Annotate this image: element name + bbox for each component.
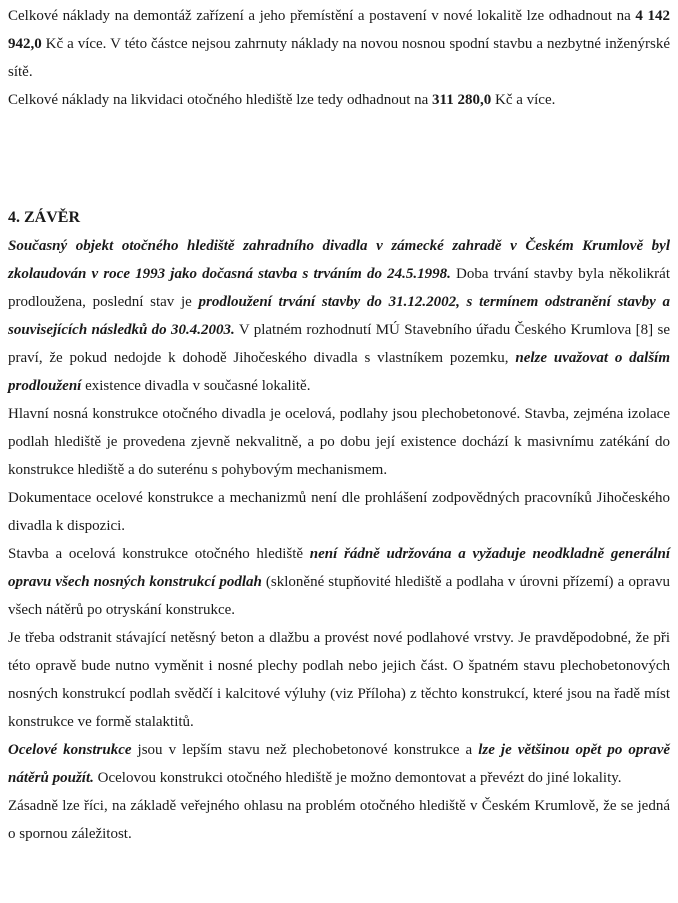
p6-emphasis-1: Ocelové konstrukce bbox=[8, 742, 132, 758]
p1-emphasis-2: prodloužení trvání stavby do 31.12.2002, s termínem odstranění stavby a souvisejících následků do 30.4.2003. bbox=[8, 294, 670, 338]
conclusion-paragraph-4 bbox=[8, 540, 670, 624]
p4-text-1: Stavba a ocelová konstrukce otočného hlediště bbox=[8, 546, 310, 562]
cost-liquidation-paragraph bbox=[8, 86, 670, 114]
p1-emphasis-3: nelze uvažovat o dalším prodloužení bbox=[8, 350, 670, 394]
p4-emphasis-1: není řádně udržována a vyžaduje neodkladně generální opravu všech nosných konstrukcí podlah bbox=[8, 546, 671, 590]
conclusion-section bbox=[8, 204, 670, 848]
p1-text-1: Doba trvání stavby byla několikrát prodloužena, poslední stav je bbox=[8, 266, 670, 310]
top-block bbox=[8, 2, 670, 114]
p6-emphasis-2: lze je většinou opět po opravě nátěrů použít. bbox=[8, 742, 671, 786]
conclusion-paragraph-2: Hlavní nosná konstrukce otočného divadla je ocelová, podlahy jsou plechobetonové. Stavba, zejména izolace podlah hlediště je provedena zjevně nekvalitně, a po dobu její existence dochází k masivnímu zatékání do konstrukce hlediště a do suterénu s pohybovým mechanismem. bbox=[8, 406, 670, 478]
cost-liquidation-value: 311 280,0 bbox=[432, 92, 492, 108]
p1-text-2: V platném rozhodnutí MÚ Stavebního úřadu Českého Krumlova [8] se praví, že pokud nedojde k dohodě Jihočeského divadla s vlastníkem pozemku, bbox=[8, 322, 670, 366]
conclusion-paragraph-6 bbox=[8, 736, 670, 792]
conclusion-paragraph-7: Zásadně lze říci, na základě veřejného ohlasu na problém otočného hlediště v Českém Krumlově, že se jedná o spornou záležitost. bbox=[8, 798, 670, 842]
cost-relocation-paragraph bbox=[8, 2, 670, 86]
conclusion-paragraph-3: Dokumentace ocelové konstrukce a mechanizmů není dle prohlášení zodpovědných pracovníků Jihočeského divadla k dispozici. bbox=[8, 490, 670, 534]
cost-liquidation-text-a: Celkové náklady na likvidaci otočného hlediště lze tedy odhadnout na bbox=[8, 92, 433, 108]
cost-relocation-text-a: Celkové náklady na demontáž zařízení a jeho přemístění a postavení v nové lokalitě lze odhadnout na bbox=[8, 8, 636, 24]
cost-relocation-value: 4 142 942,0 bbox=[8, 8, 671, 52]
conclusion-paragraph-1 bbox=[8, 232, 670, 400]
p6-text-1: jsou v lepším stavu než plechobetonové konstrukce a bbox=[131, 742, 479, 758]
p4-text-2: (skloněné stupňovité hlediště a podlaha v úrovni přízemí) a opravu všech nátěrů po otryskání konstrukce. bbox=[8, 574, 670, 618]
p6-text-2: Ocelovou konstrukci otočného hlediště je možno demontovat a převézt do jiné lokality. bbox=[93, 770, 622, 786]
conclusion-paragraph-5: Je třeba odstranit stávající netěsný beton a dlažbu a provést nové podlahové vrstvy. Je pravděpodobné, že při této opravě bude nutno vyměnit i nosné plechy podlah nebo jejich část. O špatném stavu plechobetonových nosných konstrukcí podlah svědčí i kalcitové výluhy (viz Příloha) z těchto konstrukcí, které jsou na řadě míst konstrukce ve formě stalaktitů. bbox=[8, 630, 670, 730]
cost-relocation-text-b: Kč a více. V této částce nejsou zahrnuty náklady na novou nosnou spodní stavbu a nezbytné inženýrské sítě. bbox=[8, 36, 670, 80]
section-heading: 4. ZÁVĚR bbox=[8, 209, 81, 226]
cost-liquidation-text-b: Kč a více. bbox=[491, 92, 556, 108]
p1-text-3: existence divadla v současné lokalitě. bbox=[81, 378, 311, 394]
p1-emphasis-1: Současný objekt otočného hlediště zahradního divadla v zámecké zahradě v Českém Krumlově byl zkolaudován v roce 1993 jako dočasná stavba s trváním do 24.5.1998. bbox=[8, 238, 670, 282]
